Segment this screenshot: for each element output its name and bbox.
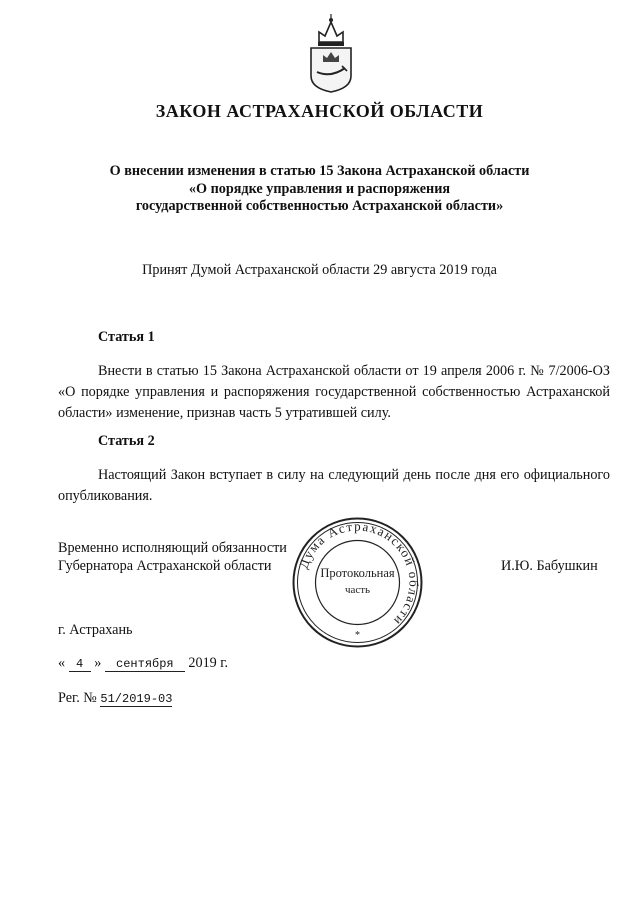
signatory-name: И.Ю. Бабушкин	[501, 558, 598, 574]
subtitle-line-3: государственной собственностью Астраханской области»	[135, 198, 504, 214]
stamp-star: *	[355, 630, 360, 641]
signing-date	[58, 655, 228, 672]
article-1-text: Внести в статью 15 Закона Астраханской области от 19 апреля 2006 г. № 7/2006-ОЗ «О порядке управления и распоряжения государственной собственностью Астраханской области» изменение, признав часть 5 утратившей силу.	[58, 363, 610, 421]
article-2-heading: Статья 2	[98, 433, 155, 449]
signatory-position-line-2: Губернатора Астраханской области	[58, 558, 272, 574]
date-close-quote: »	[94, 655, 102, 671]
article-2-text: Настоящий Закон вступает в силу на следующий день после дня его официального опубликования.	[58, 467, 610, 504]
duma-stamp	[290, 515, 425, 650]
date-day: 4	[69, 657, 91, 672]
stamp-center-line-1: Протокольная	[320, 566, 395, 580]
registration-value: 51/2019-03	[100, 692, 173, 706]
date-year: 2019 г.	[188, 655, 229, 671]
astrakhan-coat-of-arms-icon	[305, 12, 357, 94]
adoption-statement: Принят Думой Астраханской области 29 августа 2019 года	[142, 262, 497, 278]
stamp-center-line-2: часть	[344, 584, 371, 596]
registration-label: Рег. №	[58, 690, 97, 706]
date-month: сентября	[105, 657, 185, 672]
law-subtitle	[0, 163, 639, 216]
date-open-quote: «	[58, 655, 66, 671]
signatory-position-line-1: Временно исполняющий обязанности	[58, 540, 287, 556]
law-title: ЗАКОН АСТРАХАНСКОЙ ОБЛАСТИ	[155, 101, 484, 121]
stamp-ring-text: Дума Астраханской области	[295, 518, 422, 630]
place-of-signing: г. Астрахань	[58, 622, 133, 638]
article-1-heading: Статья 1	[98, 329, 155, 345]
subtitle-line-1: О внесении изменения в статью 15 Закона Астраханской области	[109, 163, 530, 179]
subtitle-line-2: «О порядке управления и распоряжения	[188, 180, 451, 197]
registration-number	[58, 690, 172, 707]
